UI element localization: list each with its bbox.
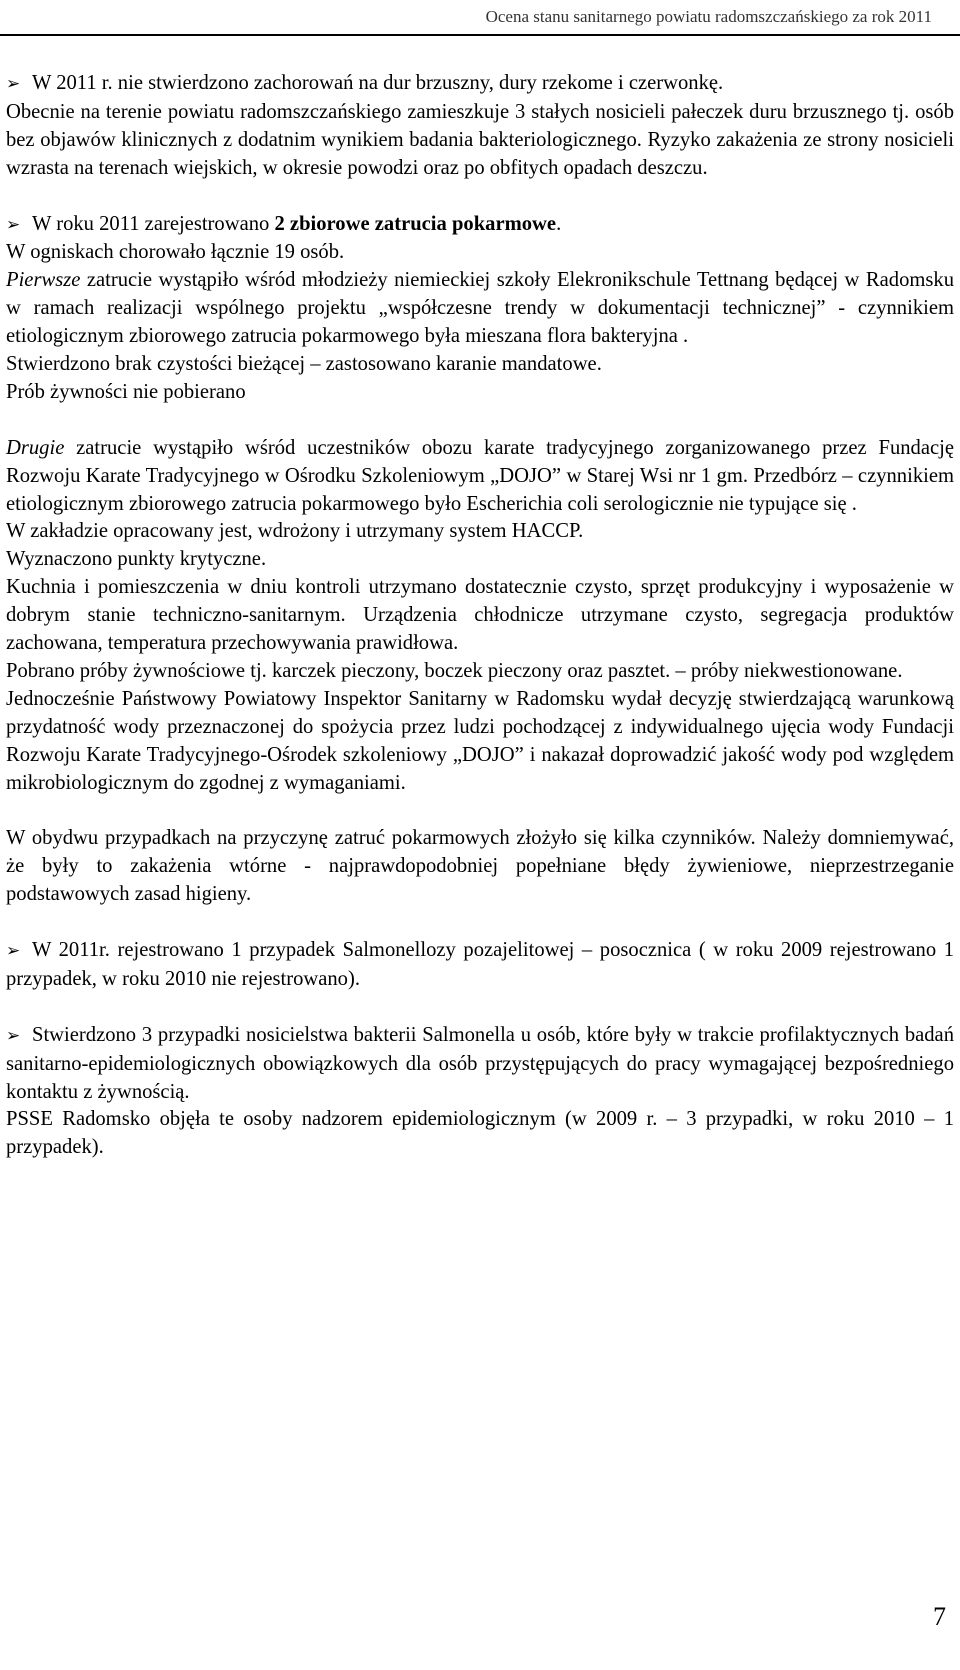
paragraph-both-cases: W obydwu przypadkach na przyczynę zatruć pokarmowych złożyło się kilka czynników. Należy domniemywać, że były to zakażenia wtórne - najprawdopodobniej popełniane błędy żywieniowe, nieprzestrzeganie podstawowych zasad higieny. [6,827,954,906]
poisoning-tail: . [556,212,562,235]
typhoid-lead: W 2011 r. nie stwierdzono zachorowań na dur brzuszny, dury rzekome i czerwonkę. [32,72,724,94]
spacer [6,407,954,435]
paragraph-food-poisoning [6,211,954,240]
second-text: zatrucie wystąpiło wśród uczestników obozu karate tradycyjnego zorganizowanego przez Fundację Rozwoju Karate Tradycyjnego w Ośrodku Szkoleniowym „DOJO” w Starej Wsi nr 1 gm. Przedbórz – czynnikiem etiologicznym zbiorowego zatrucia pokarmowego było Escherichia coli serologicznie nie typujące się . [6,436,954,515]
paragraph-first-poisoning [6,267,954,351]
arrow-bullet-icon: ➢ [6,74,21,94]
second-label: Drugie [6,436,65,459]
arrow-bullet-icon: ➢ [6,1025,21,1046]
spacer [6,183,954,211]
spacer [6,909,954,937]
header-title: Ocena stanu sanitarnego powiatu radomszczańskiego za rok 2011 [485,7,932,26]
paragraph-psse: PSSE Radomsko objęła te osoby nadzorem epidemiologicznym (w 2009 r. – 3 przypadki, w roku 2010 – 1 przypadek). [6,1108,954,1159]
first-label: Pierwsze [6,269,81,292]
page-number: 7 [933,1602,946,1631]
paragraph-second-poisoning [6,435,954,519]
paragraph-typhoid [6,70,954,99]
spacer [6,994,954,1022]
arrow-bullet-icon: ➢ [6,214,21,235]
header-rule [0,34,960,36]
poisoning-lead: W roku 2011 zarejestrowano [32,212,275,235]
paragraph-first-samples: Prób żywności nie pobierano [6,380,246,403]
spacer [6,798,954,826]
paragraph-first-cleanliness: Stwierdzono brak czystości bieżącej – zastosowano karanie mandatowe. [6,353,602,376]
paragraph-salmonellosis [6,937,954,994]
poisoning-bold: 2 zbiorowe zatrucia pokarmowe [274,212,557,235]
salmonella-carriers-text: Stwierdzono 3 przypadki nosicielstwa bakterii Salmonella u osób, które były w trakcie profilaktycznych badań sanitarno-epidemiologicznych obowiązkowych dla osób przystępujących do pracy wymagającej bezpośredniego kontaktu z żywnością. [6,1023,954,1103]
paragraph-critical-points: Wyznaczono punkty krytyczne. [6,548,267,571]
arrow-bullet-icon: ➢ [6,941,21,962]
paragraph-salmonella-carriers [6,1022,954,1107]
paragraph-kitchen: Kuchnia i pomieszczenia w dniu kontroli utrzymano dostatecznie czysto, sprzęt produkcyjny i wyposażenie w dobrym stanie techniczno-sanitarnym. Urządzenia chłodnicze utrzymane czysto, segregacja produktów zachowana, temperatura przechowywania prawidłowa. [6,576,954,655]
first-text: zatrucie wystąpiło wśród młodzieży niemieckiej szkoły Elekronikschule Tettnang będącej w Radomsku w ramach realizacji wspólnego projektu „współczesne trendy w dokumentacji technicznej” - czynnikiem etiologicznym zbiorowego zatrucia pokarmowego była mieszana flora bakteryjna . [6,269,954,348]
paragraph-samples: Pobrano próby żywnościowe tj. karczek pieczony, boczek pieczony oraz pasztet. – próby niekwestionowane. [6,660,903,682]
paragraph-water-decision: Jednocześnie Państwowy Powiatowy Inspektor Sanitarny w Radomsku wydał decyzję stwierdzającą warunkową przydatność wody przeznaczonej do spożycia przez ludzi pochodzącej z indywidualnego ujęcia wody Fundacji Rozwoju Karate Tradycyjnego-Ośrodek szkoleniowy „DOJO” i nakazał doprowadzić jakość wody pod względem mikrobiologicznym do zgodnej z wymaganiami. [6,687,954,794]
paragraph-sick-count: W ogniskach chorowało łącznie 19 osób. [6,241,345,264]
page-header [0,0,960,40]
paragraph-carriers-typhoid: Obecnie na terenie powiatu radomszczańskiego zamieszkuje 3 stałych nosicieli pałeczek duru brzusznego tj. osób bez objawów klinicznych z dodatnim wynikiem badania bakteriologicznego. Ryzyko zakażenia ze strony nosicieli wzrasta na terenach wiejskich, w okresie powodzi oraz po obfitych opadach deszczu. [6,100,954,179]
paragraph-haccp: W zakładzie opracowany jest, wdrożony i utrzymany system HACCP. [6,520,584,543]
document-body [6,70,954,1162]
salmonellosis-text: W 2011r. rejestrowano 1 przypadek Salmonellozy pozajelitowej – posocznica ( w roku 2009 rejestrowano 1 przypadek, w roku 2010 nie rejestrowano). [6,939,954,990]
